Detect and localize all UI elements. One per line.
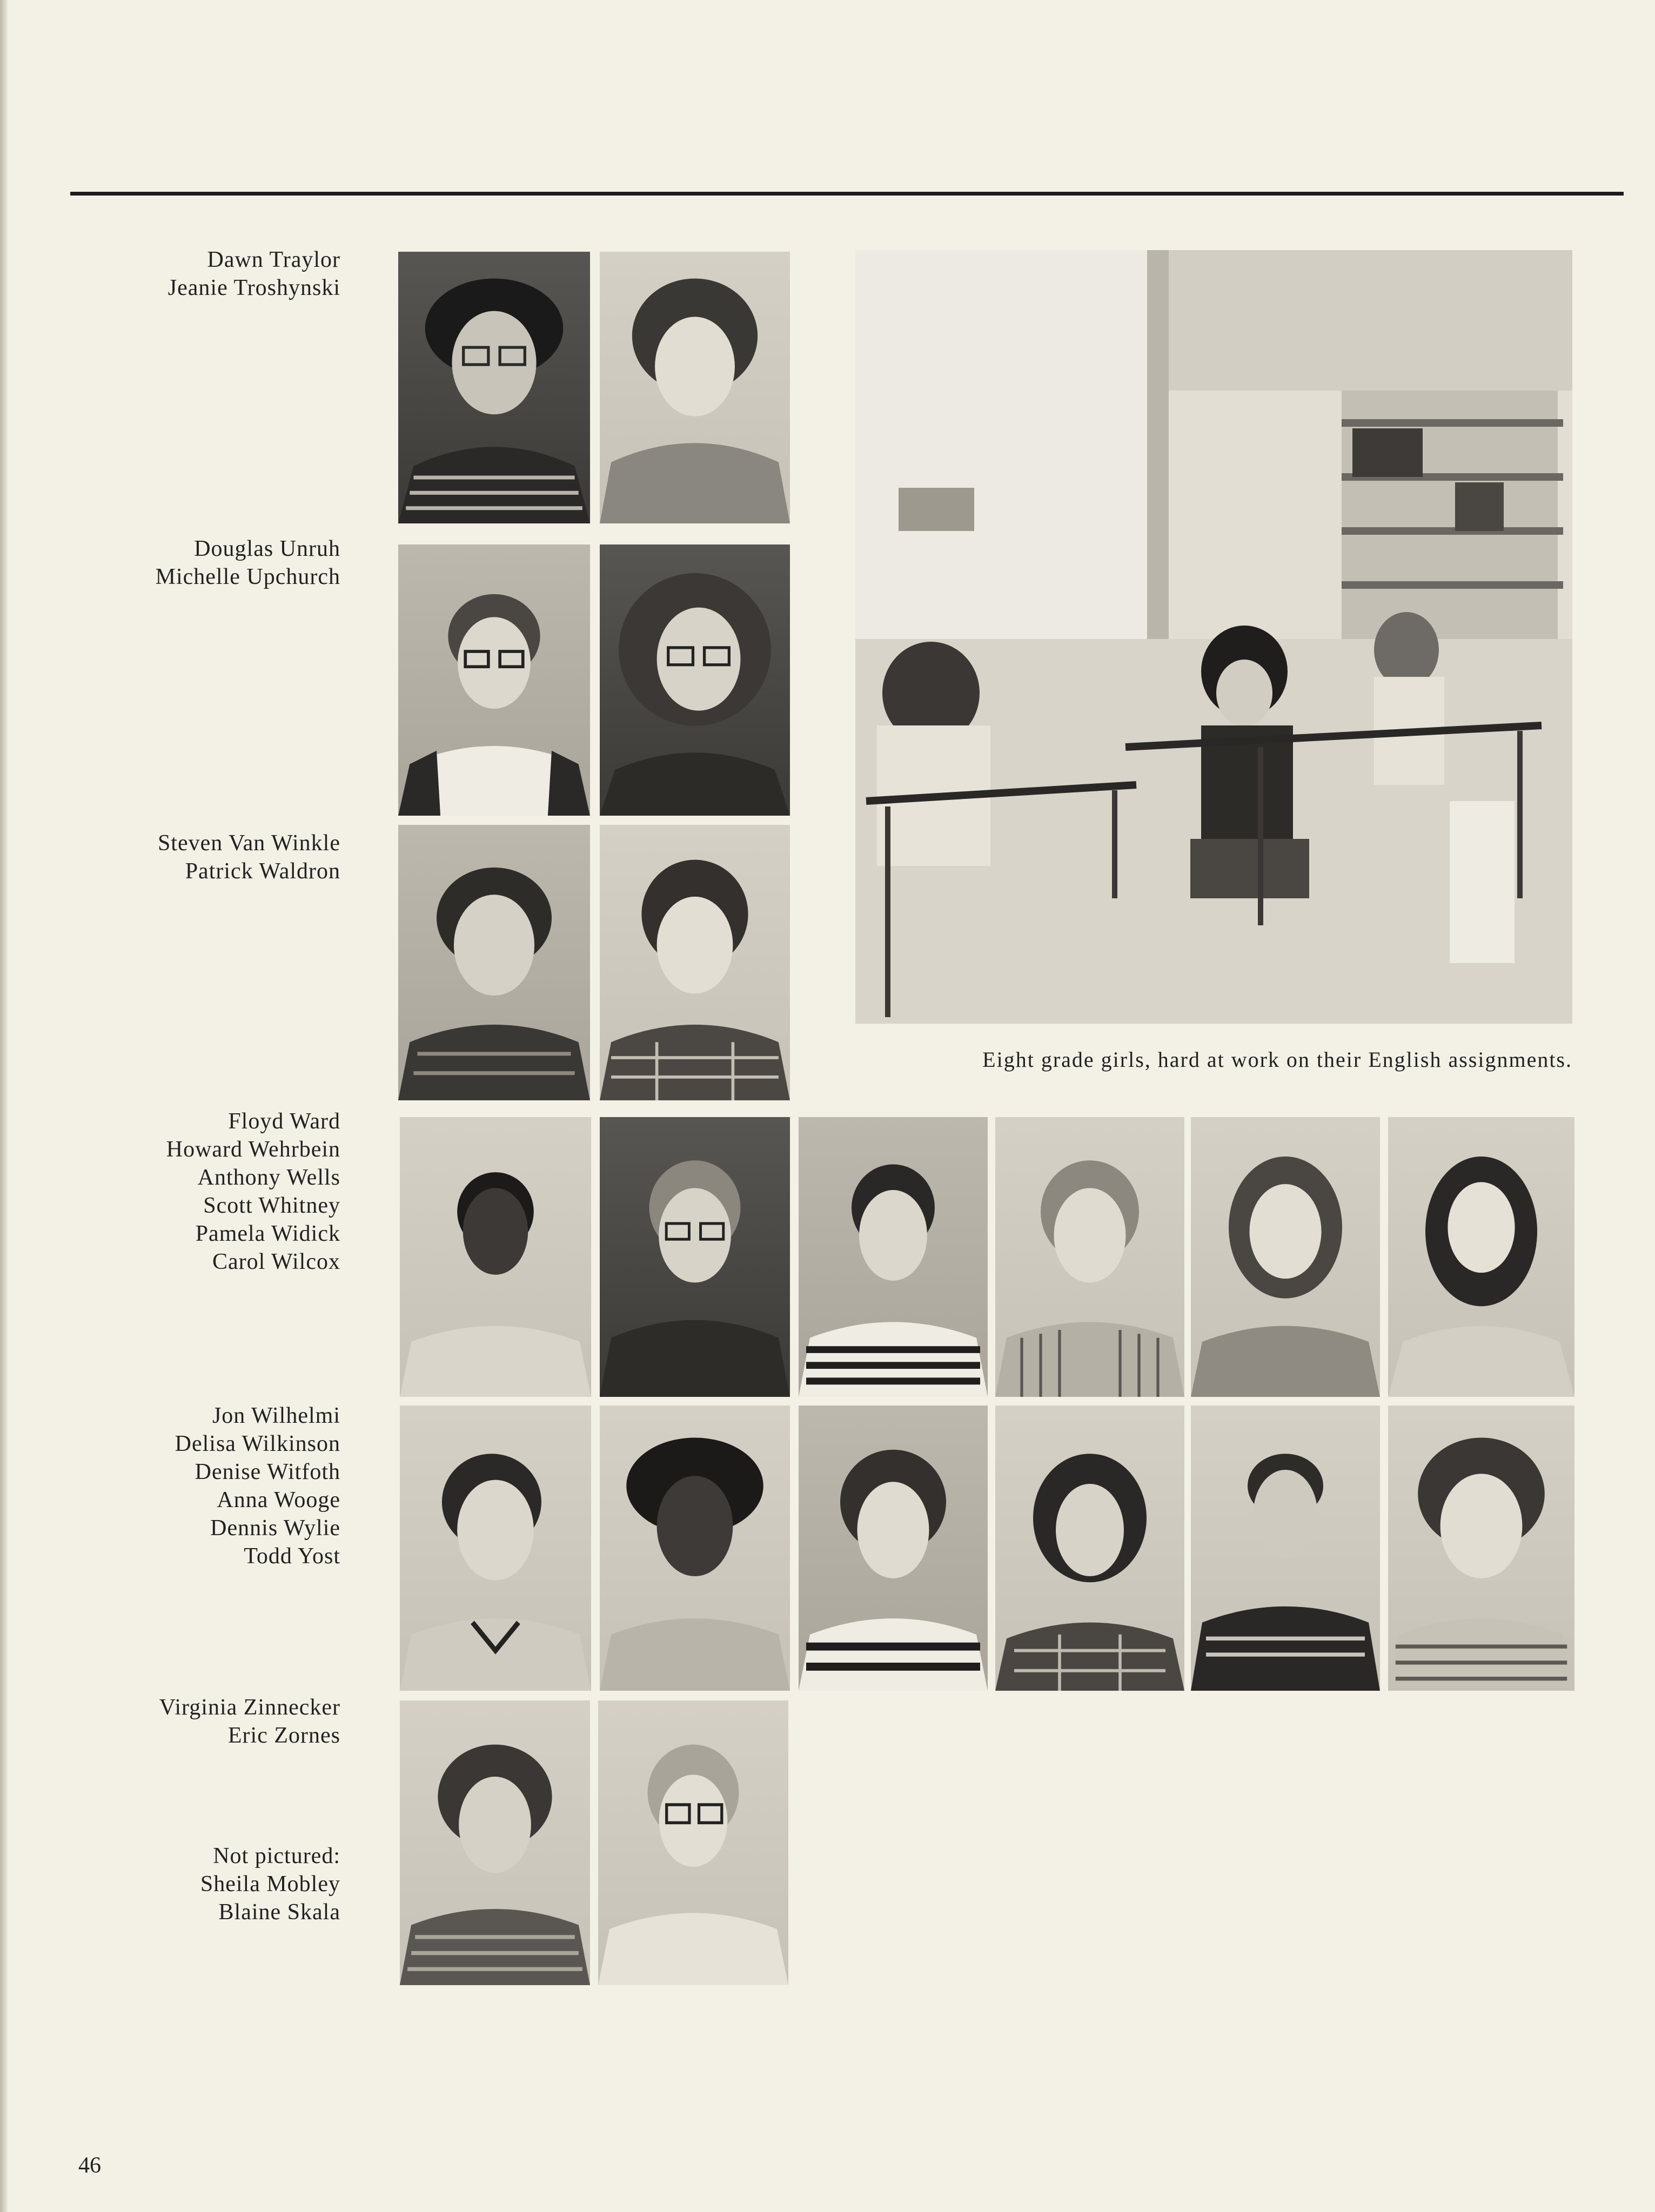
portrait-photo — [1388, 1406, 1574, 1691]
student-name: Dawn Traylor — [207, 247, 340, 272]
name-group-4 — [70, 1107, 340, 1276]
portrait-photo — [1191, 1406, 1380, 1691]
portrait-photo — [1388, 1117, 1574, 1397]
student-name: Anthony Wells — [197, 1165, 340, 1190]
portrait-photo — [398, 544, 590, 816]
not-pictured-list — [70, 1842, 340, 1926]
student-name: Scott Whitney — [203, 1193, 340, 1218]
portrait-photo — [600, 544, 790, 816]
name-group-5 — [70, 1402, 340, 1570]
student-name: Virginia Zinnecker — [159, 1695, 340, 1720]
student-name: Dennis Wylie — [210, 1516, 340, 1541]
portrait-photo — [1191, 1117, 1380, 1397]
portrait-photo — [600, 825, 790, 1100]
student-name: Denise Witfoth — [195, 1460, 340, 1484]
classroom-photo — [855, 250, 1572, 1024]
not-pictured-heading: Not pictured: — [213, 1844, 340, 1868]
student-name: Todd Yost — [244, 1544, 340, 1569]
portrait-photo — [400, 1117, 591, 1397]
portrait-photo — [400, 1406, 591, 1691]
photo-caption: Eight grade girls, hard at work on their English assignments. — [982, 1047, 1572, 1072]
student-name: Floyd Ward — [228, 1109, 340, 1134]
student-name: Anna Wooge — [217, 1488, 340, 1512]
student-name: Steven Van Winkle — [157, 831, 340, 856]
portrait-photo — [995, 1117, 1184, 1397]
student-name: Patrick Waldron — [185, 859, 340, 884]
student-name: Carol Wilcox — [212, 1249, 340, 1274]
name-group-1 — [70, 246, 340, 302]
portrait-photo — [995, 1406, 1184, 1691]
portrait-photo — [799, 1406, 988, 1691]
student-name: Michelle Upchurch — [155, 564, 340, 589]
student-name: Blaine Skala — [218, 1900, 340, 1925]
student-name: Jeanie Troshynski — [167, 275, 340, 300]
portrait-photo — [600, 1406, 790, 1691]
portrait-photo — [398, 252, 590, 523]
portrait-photo — [600, 1117, 790, 1397]
portrait-photo — [799, 1117, 988, 1397]
portrait-photo — [598, 1700, 788, 1985]
student-name: Howard Wehrbein — [166, 1137, 340, 1162]
name-group-6 — [70, 1693, 340, 1750]
portrait-photo — [600, 252, 790, 523]
page-number: 46 — [78, 2153, 101, 2178]
name-group-3 — [70, 829, 340, 885]
student-name: Delisa Wilkinson — [175, 1431, 340, 1456]
student-name: Jon Wilhelmi — [212, 1403, 340, 1428]
name-group-2 — [70, 535, 340, 591]
portrait-photo — [398, 825, 590, 1100]
student-name: Sheila Mobley — [200, 1872, 340, 1897]
student-name: Douglas Unruh — [194, 536, 340, 561]
portrait-photo — [400, 1700, 590, 1985]
page-binding-edge — [0, 0, 8, 2212]
student-name: Pamela Widick — [195, 1221, 340, 1246]
student-name: Eric Zornes — [227, 1723, 340, 1748]
header-rule — [70, 192, 1624, 196]
